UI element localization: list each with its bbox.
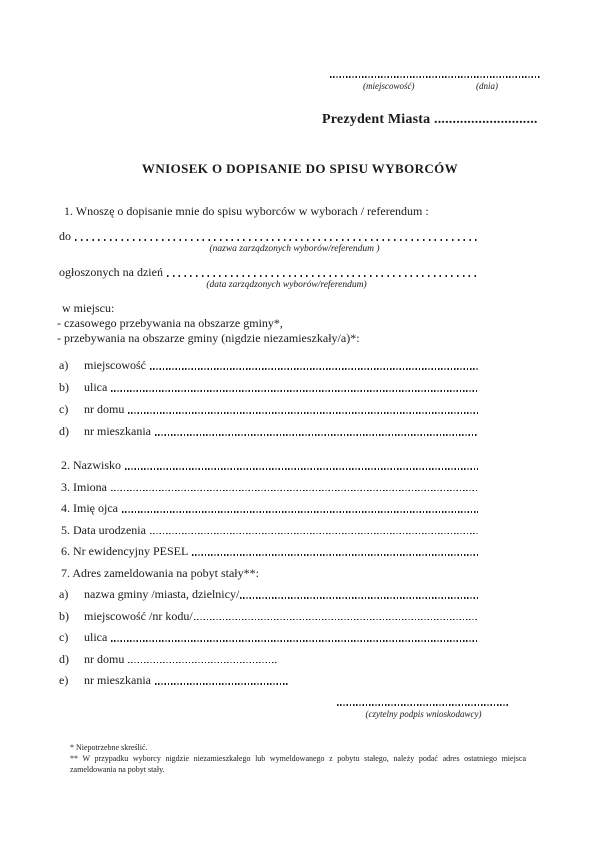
field-blank <box>125 468 478 470</box>
field-label: nr domu <box>84 402 125 416</box>
footnote-asterisk: * Niepotrzebne skreślić. <box>70 743 148 752</box>
election-name-blank <box>75 239 478 241</box>
field-label: miejscowość /nr kodu/ <box>84 608 193 623</box>
field-label: nazwa gminy /miasta, dzielnicy/ <box>84 587 240 601</box>
field-label: miejscowość <box>84 358 146 372</box>
field-label: 2. Nazwisko <box>61 458 121 472</box>
field-row-nr-mieszkania-7 <box>59 666 478 688</box>
field-row-nr-domu-7 <box>59 644 478 666</box>
election-name-caption: (nazwa zarządzonych wyborów/referendum ) <box>209 244 380 254</box>
field-label: nr mieszkania <box>84 424 151 438</box>
field-blank <box>111 490 478 492</box>
election-name-label: do <box>59 229 71 243</box>
field-label: 5. Data urodzenia <box>61 522 146 537</box>
field-letter: a) <box>59 358 69 372</box>
section7-fields <box>59 580 478 688</box>
place-date-labels <box>330 81 540 93</box>
election-date-label: ogłoszonych na dzień <box>59 265 163 279</box>
field-letter: e) <box>59 673 69 687</box>
place-label: (miejscowość) <box>363 80 415 91</box>
field-label: nr domu <box>84 651 125 666</box>
election-date-caption: (data zarządzonych wyborów/referendum) <box>206 280 367 290</box>
place-option-nonresident: - przebywania na obszarze gminy (nigdzie niezamieszkały/a)*: <box>57 331 360 345</box>
signature-caption: (czytelny podpis wnioskodawcy) <box>365 708 482 719</box>
field-label: 4. Imię ojca <box>61 501 118 515</box>
field-blank <box>194 619 478 621</box>
place-intro: w miejscu: <box>62 301 115 315</box>
date-label: (dnia) <box>476 80 498 91</box>
field-blank <box>122 511 478 513</box>
field-label: 3. Imiona <box>61 479 107 494</box>
field-row-miejscowosc <box>59 350 478 372</box>
field-row-miejscowosc-kod <box>59 601 478 623</box>
field-blank <box>155 434 478 436</box>
field-row-imiona <box>59 472 478 494</box>
field-blank <box>150 368 478 370</box>
field-blank <box>192 554 478 556</box>
field-row-imie-ojca <box>59 494 478 516</box>
addressee-line: Prezydent Miasta ............................ <box>322 112 538 127</box>
field-label: ulica <box>84 630 108 644</box>
place-date-block <box>330 76 540 93</box>
field-row-data-urodzenia <box>59 515 478 537</box>
section1-fields <box>59 350 478 438</box>
signature-block <box>337 704 510 720</box>
field-letter: d) <box>59 651 69 666</box>
election-name-row <box>59 226 478 243</box>
form-body <box>59 204 478 687</box>
signature-blank-line <box>337 704 510 706</box>
field-letter: c) <box>59 402 69 416</box>
place-date-blank-line <box>330 76 540 78</box>
field-row-nr-mieszkania <box>59 416 478 438</box>
field-row-ulica-7 <box>59 623 478 645</box>
place-options-block <box>59 301 478 346</box>
election-date-blank <box>167 275 478 277</box>
section1-intro: 1. Wnoszę o dopisanie mnie do spisu wyborców w wyborach / referendum : <box>64 204 429 218</box>
section7-heading-label: 7. Adres zameldowania na pobyt stały**: <box>61 565 259 580</box>
footnote-double-asterisk: ** W przypadku wyborcy nigdzie niezamieszkałego lub wymeldowanego z pobytu stałego, należy podać adres ostatniego miejsca zameldowania na pobyt stały. <box>70 753 526 774</box>
field-label: 6. Nr ewidencyjny PESEL <box>61 544 189 558</box>
section7-heading <box>59 558 478 580</box>
footnotes <box>70 743 526 775</box>
field-letter: a) <box>59 587 69 601</box>
field-blank <box>111 390 478 392</box>
field-row-pesel <box>59 537 478 559</box>
field-row-nazwisko <box>59 451 478 473</box>
election-date-row <box>59 262 478 279</box>
field-blank <box>111 640 478 642</box>
field-row-nr-domu <box>59 394 478 416</box>
field-label: ulica <box>84 380 108 394</box>
place-option-temporary: - czasowego przebywania na obszarze gminy*, <box>57 316 283 330</box>
personal-fields <box>59 451 478 559</box>
field-row-ulica <box>59 372 478 394</box>
field-blank <box>128 662 278 664</box>
field-blank <box>155 683 288 685</box>
field-blank <box>150 533 478 535</box>
field-letter: d) <box>59 424 69 438</box>
field-blank <box>240 597 478 599</box>
field-row-nazwa-gminy <box>59 580 478 602</box>
form-title: WNIOSEK O DOPISANIE DO SPISU WYBORCÓW <box>141 161 459 176</box>
field-letter: c) <box>59 630 69 644</box>
field-label: nr mieszkania <box>84 673 151 687</box>
field-letter: b) <box>59 380 69 394</box>
field-letter: b) <box>59 608 69 623</box>
field-blank <box>128 412 478 414</box>
